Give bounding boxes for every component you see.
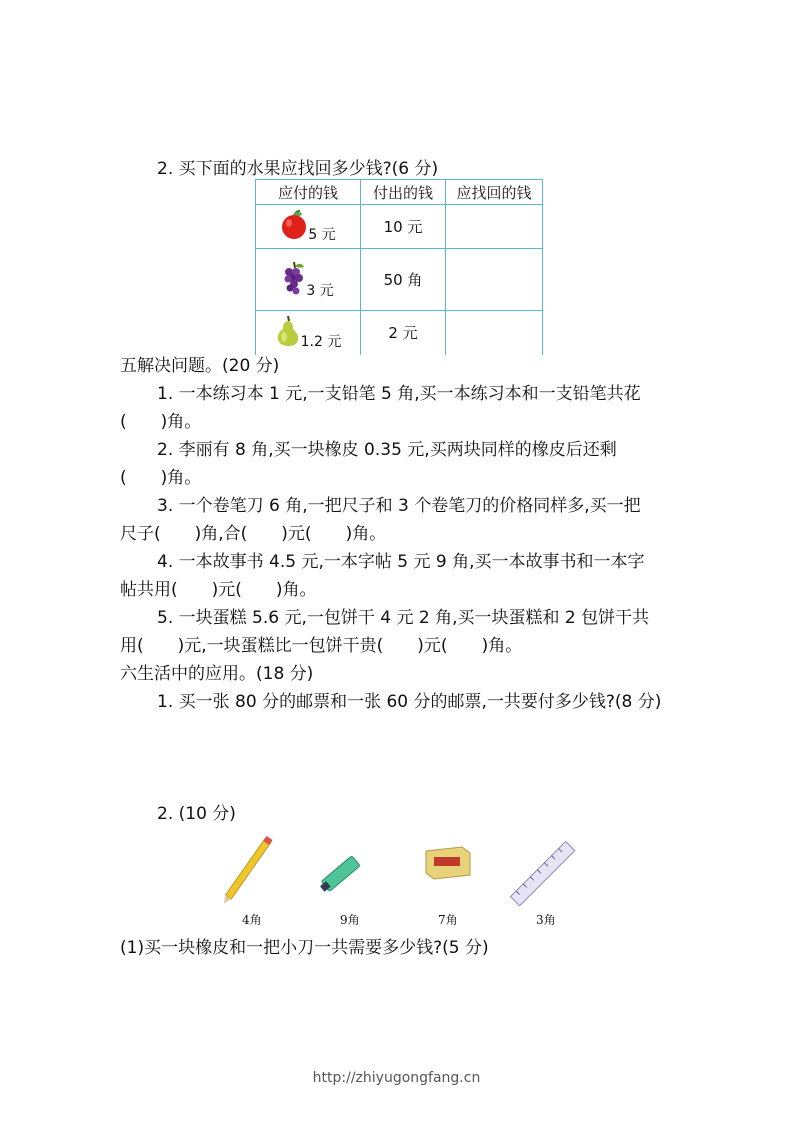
stationery-items <box>210 827 590 927</box>
s5-line: 帖共用( )元( )角。 <box>120 580 317 600</box>
table-row <box>256 249 543 311</box>
knife-icon <box>315 849 367 903</box>
s5-line: 用( )元,一块蛋糕比一包饼干贵( )元( )角。 <box>120 636 523 656</box>
pencil-icon <box>215 827 285 911</box>
footer-url: http://zhiyugongfang.cn <box>312 1070 481 1086</box>
s5-line: 5. 一块蛋糕 5.6 元,一包饼干 4 元 2 角,买一块蛋糕和 2 包饼干共 <box>157 608 650 628</box>
due-cell <box>256 249 361 311</box>
s6-q1: 1. 买一张 80 分的邮票和一张 60 分的邮票,一共要付多少钱?(8 分) <box>157 692 662 712</box>
due-value: 3 元 <box>306 282 334 299</box>
fruit-table <box>255 179 543 355</box>
grape-icon <box>282 260 306 300</box>
change-input[interactable] <box>446 249 543 311</box>
table-row <box>256 311 543 355</box>
section5-title: 五解决问题。(20 分) <box>120 356 280 376</box>
ruler-price: 3角 <box>536 913 556 927</box>
paid-cell: 10 元 <box>361 205 446 249</box>
paid-cell: 50 角 <box>361 249 446 311</box>
knife-price: 9角 <box>340 913 360 927</box>
apple-icon <box>280 210 308 244</box>
header-paid: 付出的钱 <box>361 180 446 205</box>
pear-icon <box>275 315 301 351</box>
table-header-row <box>256 180 543 205</box>
due-cell <box>256 205 361 249</box>
eraser-price: 7角 <box>438 913 458 927</box>
s5-line: ( )角。 <box>120 412 202 432</box>
s6-sub1: (1)买一块橡皮和一把小刀一共需要多少钱?(5 分) <box>120 938 489 958</box>
header-due: 应付的钱 <box>256 180 361 205</box>
change-input[interactable] <box>446 311 543 355</box>
s5-line: 2. 李丽有 8 角,买一块橡皮 0.35 元,买两块同样的橡皮后还剩 <box>157 440 617 460</box>
s5-line: ( )角。 <box>120 468 202 488</box>
s5-line: 3. 一个卷笔刀 6 角,一把尺子和 3 个卷笔刀的价格同样多,买一把 <box>157 496 641 516</box>
s5-line: 4. 一本故事书 4.5 元,一本字帖 5 元 9 角,买一本故事书和一本字 <box>157 552 645 572</box>
s5-line: 尺子( )角,合( )元( )角。 <box>120 524 387 544</box>
eraser-icon <box>422 843 474 887</box>
q2-title: 2. 买下面的水果应找回多少钱?(6 分) <box>157 159 439 179</box>
header-change: 应找回的钱 <box>446 180 543 205</box>
due-value: 5 元 <box>308 226 336 243</box>
due-value: 1.2 元 <box>300 333 342 350</box>
s6-q2: 2. (10 分) <box>157 804 236 824</box>
table-row <box>256 205 543 249</box>
ruler-icon <box>508 837 578 916</box>
section6-title: 六生活中的应用。(18 分) <box>120 664 314 684</box>
paid-cell: 2 元 <box>361 311 446 355</box>
pencil-price: 4角 <box>242 913 262 927</box>
s5-line: 1. 一本练习本 1 元,一支铅笔 5 角,买一本练习本和一支铅笔共花 <box>157 384 641 404</box>
due-cell <box>256 311 361 355</box>
change-input[interactable] <box>446 205 543 249</box>
